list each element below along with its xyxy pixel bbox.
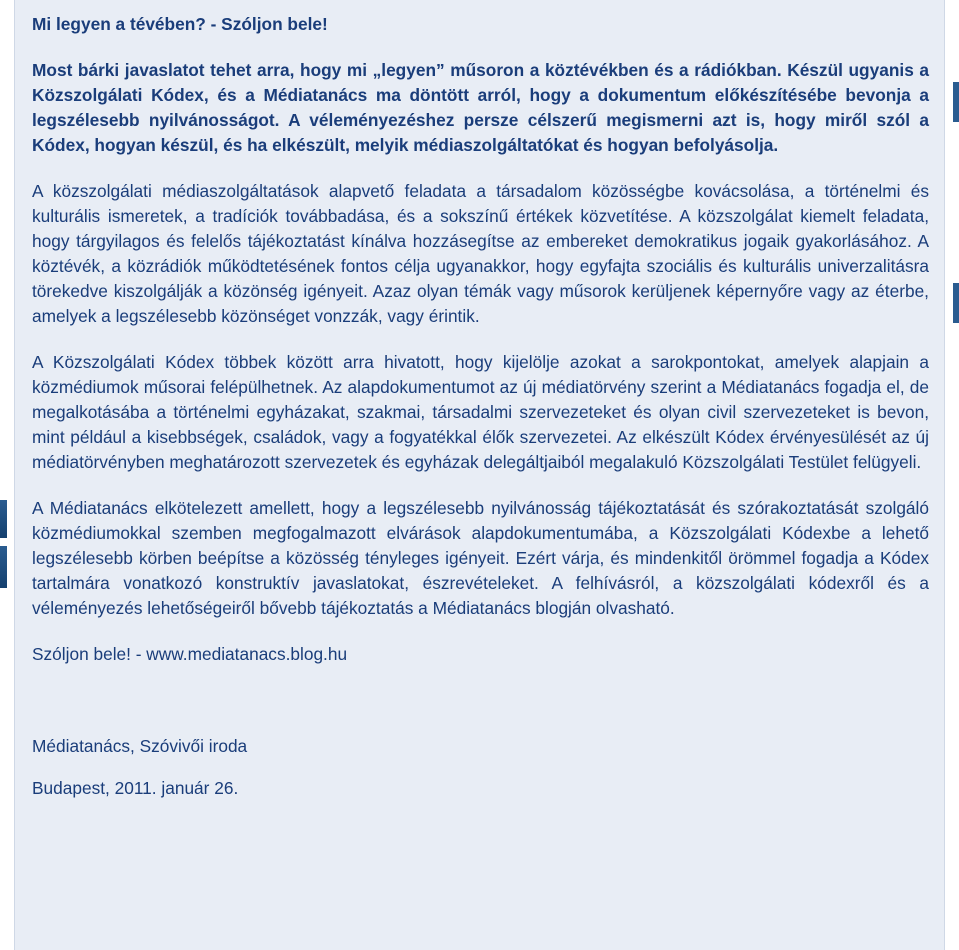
article-lead: Most bárki javaslatot tehet arra, hogy mi „legyen” műsoron a köztévékben és a rádiókban. Készül ugyanis a Közszolgálati Kódex, és a Médiatanács ma döntött arról, hogy a dokumentum előkészítésébe bevonja a legszélesebb nyilvánosságot. A véleményezéshez persze célszerű megismerni azt is, hogy miről szól a Kódex, hogyan készül, és ha elkészült, melyik médiaszolgáltatókat és hogyan befolyásolja. <box>32 60 929 155</box>
right-gutter <box>945 0 959 950</box>
right-side-tab[interactable] <box>953 82 959 122</box>
article-paragraph: A Közszolgálati Kódex többek között arra hivatott, hogy kijelölje azokat a sarokpontokat, amelyek alapjain a közmédiumok műsorai felépülhetnek. Az alapdokumentumot az új médiatörvény szerint a Médiatanács fogadja el, de megalkotásába a történelmi egyházakat, szakmai, társadalmi szervezeteket és olyan civil szervezeteket is bevon, mint például a kisebbségek, családok, vagy a fogyatékkal élők szervezetei. Az elkészült Kódex érvényesülését az új médiatörvényben meghatározott szervezetek és egyházak delegáltjaiból megalakuló Közszolgálati Testület felügyeli. <box>32 352 929 472</box>
article-paragraph: A Médiatanács elkötelezett amellett, hogy a legszélesebb nyilvánosság tájékoztatását és szórakoztatását szolgáló közmédiumokkal szemben megfogalmazott elvárások alapdokumentumába, a Közszolgálati Kódexbe a lehető legszélesebb körben beépítse a közösség tényleges igényeit. Ezért várja, és mindenkitől örömmel fogadja a Kódex tartalmára vonatkozó konstruktív javaslatokat, észrevételeket. A felhívásról, a közszolgálati kódexről és a véleményezés lehetőségeiről bővebb tájékoztatás a Médiatanács blogján olvasható. <box>32 498 929 618</box>
article-paragraph: A közszolgálati médiaszolgáltatások alapvető feladata a társadalom közösségbe kovácsolása, a történelmi és kulturális ismeretek, a tradíciók továbbadása, és a sokszínű értékek közvetítése. A közszolgálat kiemelt feladata, hogy tárgyilagos és felelős tájékoztatást kínálva hozzásegítse az embereket demokratikus jogaik gyakorlásához. A köztévék, a közrádiók működtetésének fontos célja ugyanakkor, hogy egyfajta szociális és kulturális univerzalitásra törekedve kiszolgálják a közönség igényeit. Azaz olyan témák vagy műsorok kerüljenek képernyőre vagy az éterbe, amelyek a legszélesebb közönséget vonzzák, vagy érintik. <box>32 181 929 326</box>
left-gutter <box>0 0 14 950</box>
left-side-tab[interactable] <box>0 500 7 538</box>
blog-link-line[interactable]: Szóljon bele! - www.mediatanacs.blog.hu <box>32 644 348 664</box>
left-side-tab[interactable] <box>0 546 7 588</box>
article-headline: Mi legyen a tévében? - Szóljon bele! <box>32 14 328 34</box>
signature: Médiatanács, Szóvivői iroda <box>32 736 248 756</box>
right-side-tab[interactable] <box>953 283 959 323</box>
place-date: Budapest, 2011. január 26. <box>32 778 239 798</box>
article-body <box>32 12 929 818</box>
